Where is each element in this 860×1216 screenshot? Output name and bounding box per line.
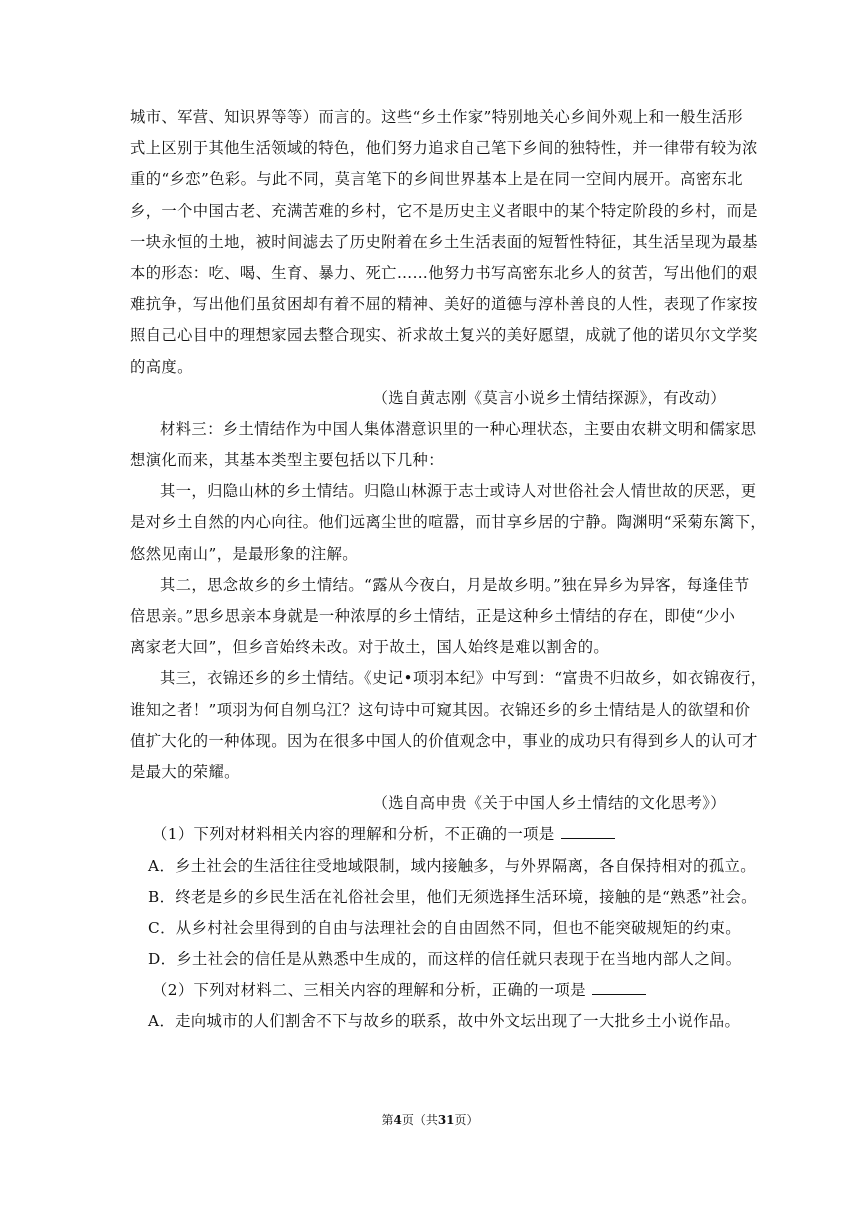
text-line: 其一，归隐山林的乡土情结。归隐山林源于志士或诗人对世俗社会人情世故的厌恶，更	[160, 482, 757, 501]
text-line: 其二，思念故乡的乡土情结。“露从今夜白，月是故乡明。”独在异乡为异客，每逢佳节	[160, 575, 750, 594]
text-line: 倍思亲。”思乡思亲本身就是一种浓厚的乡土情结，正是这种乡土情结的存在，即使“少小	[130, 607, 736, 625]
question-stem	[130, 975, 730, 1006]
option-d: D．乡土社会的信任是从熟悉中生成的，而这样的信任就只表现于在当地内部人之间。	[148, 950, 742, 969]
text-line: 本的形态：吃、喝、生育、暴力、死亡……他努力书写高密东北乡人的贫苦，写出他们的艰	[130, 263, 758, 282]
option-c: C．从乡村社会里得到的自由与法理社会的自由固然不同，但也不能突破规矩的约束。	[148, 918, 741, 937]
footer-mid: 页（共	[401, 1113, 438, 1127]
page-footer	[0, 1111, 860, 1128]
text-line: 照自己心目中的理想家园去整合现实、祈求故土复兴的美好愿望，成就了他的诺贝尔文学奖	[130, 326, 758, 345]
type2-paragraph	[130, 570, 750, 664]
text-line: 值扩大化的一种体现。因为在很多中国人的价值观念中，事业的成功只有得到乡人的认可才	[130, 731, 758, 750]
option-a: A．走向城市的人们割舍不下与故乡的联系，故中外文坛出现了一大批乡土小说作品。	[148, 1012, 741, 1031]
text-line: 是最大的荣耀。	[130, 762, 240, 781]
footer-page-number: 4	[393, 1113, 402, 1127]
type1-paragraph	[130, 476, 767, 570]
text-line: 城市、军营、知识界等等）而言的。这些“乡土作家”特别地关心乡间外观上和一般生活形	[130, 108, 743, 126]
text-line: 谁知之者！”项羽为何自刎乌江？这句诗中可窥其因。衣锦还乡的乡土情结是人的欲望和价	[130, 700, 751, 719]
question-2	[130, 975, 741, 1037]
question-stem-text: （2）下列对材料二、三相关内容的理解和分析，正确的一项是	[152, 981, 586, 1000]
source-citation-2: （选自黄志刚《莫言小说乡土情结探源》，有改动）	[372, 388, 726, 407]
option-b: B．终老是乡的乡民生活在礼俗社会里，他们无须选择生活环境，接触的是“熟悉”社会。	[148, 887, 757, 906]
text-line: 一块永恒的土地，被时间滤去了历史附着在乡土生活表面的短暂性特征，其生活呈现为最基	[130, 232, 758, 251]
material2-tail	[130, 102, 758, 383]
text-line: 的高度。	[130, 357, 193, 376]
answer-blank[interactable]	[592, 980, 646, 995]
text-line: 想演化而来，其基本类型主要包括以下几种：	[130, 451, 444, 470]
question-1	[130, 819, 757, 975]
question-stem	[130, 819, 730, 850]
material3-intro	[130, 414, 757, 476]
text-line: 是对乡土自然的内心向往。他们远离尘世的喧嚣，而甘享乡居的宁静。陶渊明“采菊东篱下，	[130, 513, 767, 532]
source-citation-3: （选自高申贵《关于中国人乡土情结的文化思考》）	[372, 794, 726, 813]
text-line: 乡，一个中国古老、充满苦难的乡村，它不是历史主义者眼中的某个特定阶段的乡村，而是	[130, 201, 758, 220]
text-line: 难抗争，写出他们虽贫困却有着不屈的精神、美好的道德与淳朴善良的人性，表现了作家按	[130, 295, 758, 314]
text-line: 其三，衣锦还乡的乡土情结。《史记•项羽本纪》中写到：“富贵不归故乡，如衣锦夜行，	[160, 669, 767, 688]
footer-total-pages: 31	[437, 1113, 455, 1127]
footer-suffix: 页）	[454, 1113, 479, 1127]
document-body	[130, 102, 767, 1038]
text-line: 悠然见南山”，是最形象的注解。	[130, 544, 358, 563]
text-line: 离家老大回”，但乡音始终未改。对于故土，国人始终是难以割舍的。	[130, 638, 610, 657]
text-line: 材料三：乡土情结作为中国人集体潜意识里的一种心理状态，主要由农耕文明和儒家思	[160, 419, 757, 438]
text-line: 式上区别于其他生活领域的特色，他们努力追求自己笔下乡间的独特性，并一律带有较为浓	[130, 139, 758, 158]
type3-paragraph	[130, 663, 767, 788]
answer-blank[interactable]	[561, 824, 615, 839]
footer-prefix: 第	[381, 1113, 394, 1127]
question-stem-text: （1）下列对材料相关内容的理解和分析，不正确的一项是	[152, 825, 555, 844]
option-a: A．乡土社会的生活往往受地域限制，域内接触多，与外界隔离，各自保持相对的孤立。	[148, 856, 756, 875]
text-line: 重的“乡恋”色彩。与此不同，莫言笔下的乡间世界基本上是在同一空间内展开。高密东北	[130, 170, 743, 189]
